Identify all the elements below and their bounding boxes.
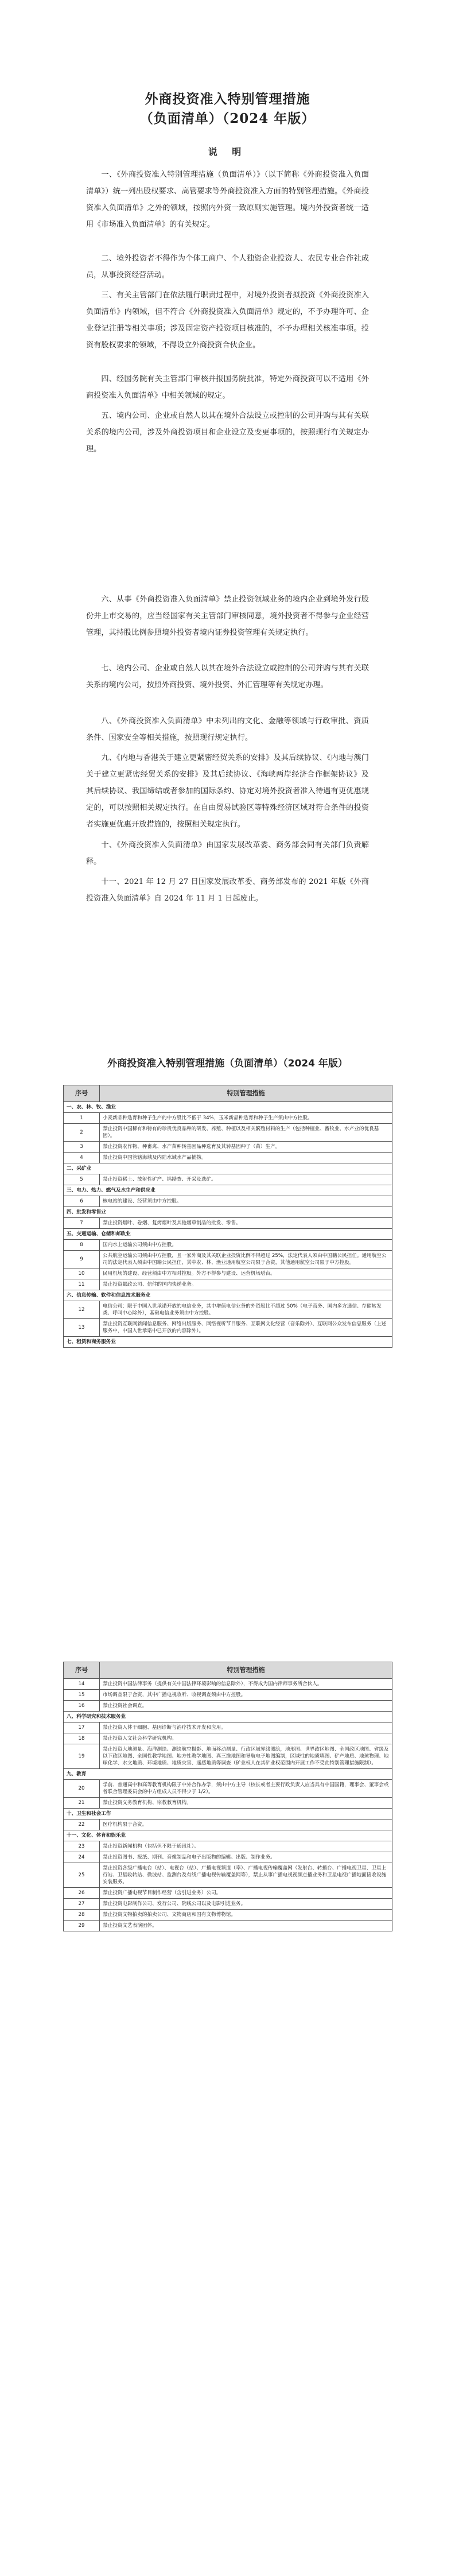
table-row — [64, 1910, 392, 1921]
measure-text: 禁止投资广播电视节目制作经营（含引进业务）公司。 — [100, 1888, 392, 1899]
document-title-line2: （负面清单）（2024 年版） — [139, 111, 316, 126]
measure-text: 电信公司：限于中国入世承诺开放的电信业务，其中增值电信业务的外资股比不超过 50%（电子商务、国内多方通信、存储转发类、呼叫中心除外），基础电信业务须由中方控股。 — [100, 1301, 392, 1319]
table-header-row — [64, 1085, 392, 1102]
header-measure: 特别管理措施 — [100, 1662, 392, 1679]
paragraph-6: 六、从事《外商投资准入负面清单》禁止投资领域业务的境内企业到境外发行股份并上市交易的，应当经国家有关主管部门审核同意，境外投资者不得参与企业经营管理，其持股比例参照境外投资者境内证券投资管理有关规定执行。 — [86, 595, 369, 637]
header-number: 序号 — [64, 1085, 100, 1102]
measure-text: 公共航空运输公司须由中方控股，且一家外商及其关联企业投资比例不得超过 25%，法定代表人须由中国籍公民担任。通用航空公司的法定代表人须由中国籍公民担任，其中农、林、渔业通用航空公司限于合资，其他通用航空公司限于中方控股。 — [100, 1251, 392, 1268]
measure-text: 禁止投资社会调查。 — [100, 1701, 392, 1712]
table-row — [64, 1142, 392, 1153]
row-number: 11 — [64, 1279, 100, 1290]
table-row — [64, 1841, 392, 1852]
row-number: 7 — [64, 1218, 100, 1229]
category-label: 五、交通运输、仓储和邮政业 — [64, 1229, 392, 1240]
measure-text: 禁止投资文物拍卖的拍卖公司、文物商店和国有文物博物馆。 — [100, 1910, 392, 1921]
table-row — [64, 1899, 392, 1910]
row-number: 14 — [64, 1679, 100, 1690]
table-row — [64, 1174, 392, 1185]
table-row — [64, 1852, 392, 1863]
paragraph-2: 二、境外投资者不得作为个体工商户、个人独资企业投资人、农民专业合作社成员，从事投资经营活动。 — [86, 254, 369, 280]
table-row — [64, 1268, 392, 1279]
row-number: 9 — [64, 1251, 100, 1268]
category-label: 六、信息传输、软件和信息技术服务业 — [64, 1290, 392, 1301]
measure-text: 禁止投资大地测量、海洋测绘、测绘航空摄影、地面移动测量、行政区域界线测绘，地形图、世界政区地图、全国政区地图、省级及以下政区地图、全国性教学地图、地方性教学地图、真三维地图和导航电子地图编制，区域性的地质填图、矿产地质、地球物理、地球化学、水文地质、环境地质、地质灾害、遥感地质等调查（矿业权人在其矿业权范围内开展工作不受此特别管理措施限制）。 — [100, 1744, 392, 1769]
row-number: 12 — [64, 1301, 100, 1319]
measure-text: 禁止投资互联网新闻信息服务、网络出版服务、网络视听节目服务、互联网文化经营（音乐除外）、互联网公众发布信息服务（上述服务中，中国入世承诺中已开放的内容除外）。 — [100, 1319, 392, 1337]
category-row — [64, 1769, 392, 1780]
measure-text: 禁止投资图书、报纸、期刊、音像制品和电子出版物的编辑、出版、制作业务。 — [100, 1852, 392, 1863]
table-row — [64, 1319, 392, 1337]
paragraph-3: 三、有关主管部门在依法履行职责过程中，对境外投资者拟投资《外商投资准入负面清单》内领域，但不符合《外商投资准入负面清单》规定的，不予办理许可、企业登记注册等相关事项；涉及固定资产投资项目核准的，不予办理相关核准事项。投资有股权要求的领域，不得设立外商投资合伙企业。 — [86, 291, 369, 350]
row-number: 20 — [64, 1780, 100, 1798]
category-label: 八、科学研究和技术服务业 — [64, 1712, 392, 1722]
category-row — [64, 1229, 392, 1240]
table-row — [64, 1124, 392, 1142]
row-number: 18 — [64, 1733, 100, 1744]
row-number: 29 — [64, 1921, 100, 1931]
table-row — [64, 1863, 392, 1888]
header-number: 序号 — [64, 1662, 100, 1679]
category-row — [64, 1102, 392, 1113]
measure-text: 小麦新品种选育和种子生产的中方股比不低于 34%，玉米新品种选育和种子生产须由中方控股。 — [100, 1113, 392, 1124]
measure-text: 禁止投资人体干细胞、基因诊断与治疗技术开发和应用。 — [100, 1722, 392, 1733]
paragraph-10: 十、《外商投资准入负面清单》由国家发展改革委、商务部会同有关部门负责解释。 — [86, 841, 369, 866]
row-number: 28 — [64, 1910, 100, 1921]
category-label: 二、采矿业 — [64, 1163, 392, 1174]
row-number: 10 — [64, 1268, 100, 1279]
category-label: 九、教育 — [64, 1769, 392, 1780]
table-row — [64, 1921, 392, 1931]
row-number: 17 — [64, 1722, 100, 1733]
row-number: 23 — [64, 1841, 100, 1852]
row-number: 19 — [64, 1744, 100, 1769]
measures-table-part1 — [63, 1085, 392, 1348]
measure-text: 禁止投资电影制作公司、发行公司、院线公司以及电影引进业务。 — [100, 1899, 392, 1910]
measure-text: 禁止投资烟叶、卷烟、复烤烟叶及其他烟草制品的批发、零售。 — [100, 1218, 392, 1229]
measure-text: 禁止投资各级广播电台（站）、电视台（站）、广播电视频道（率）、广播电视传输覆盖网（发射台、转播台、广播电视卫星、卫星上行站、卫星收转站、微波站、监测台及有线广播电视传输覆盖网等），禁止从事广播电视视频点播业务和卫星电视广播地面接收设施安装服务。 — [100, 1863, 392, 1888]
category-row — [64, 1809, 392, 1820]
row-number: 22 — [64, 1820, 100, 1830]
paragraph-8: 八、《外商投资准入负面清单》中未列出的文化、金融等领域与行政审批、资质条件、国家安全等相关措施，按照现行规定执行。 — [86, 717, 369, 742]
row-number: 5 — [64, 1174, 100, 1185]
table-row — [64, 1153, 392, 1163]
table-row — [64, 1301, 392, 1319]
paragraph-4: 四、经国务院有关主管部门审核并报国务院批准，特定外商投资可以不适用《外商投资准入负面清单》中相关领域的规定。 — [86, 375, 369, 400]
header-measure: 特别管理措施 — [100, 1085, 392, 1102]
paragraph-5: 五、境内公司、企业或自然人以其在境外合法设立或控制的公司并购与其有关联关系的境内公司，涉及外商投资项目和企业设立及变更事项的，按照现行有关规定办理。 — [86, 412, 369, 453]
category-label: 七、租赁和商务服务业 — [64, 1337, 392, 1348]
row-number: 3 — [64, 1142, 100, 1153]
row-number: 25 — [64, 1863, 100, 1888]
row-number: 15 — [64, 1690, 100, 1701]
row-number: 16 — [64, 1701, 100, 1712]
table-row — [64, 1251, 392, 1268]
measure-text: 禁止投资中国稀有和特有的珍贵优良品种的研发、养殖、种植以及相关繁殖材料的生产（包括种植业、畜牧业、水产业的优良基因）。 — [100, 1124, 392, 1142]
category-row — [64, 1337, 392, 1348]
measure-text: 禁止投资中国管辖海域及内陆水域水产品捕捞。 — [100, 1153, 392, 1163]
paragraph-11: 十一、2021 年 12 月 27 日国家发展改革委、商务部发布的 2021 年版《外商投资准入负面清单》自 2024 年 11 月 1 日起废止。 — [86, 878, 369, 903]
table-row — [64, 1744, 392, 1769]
row-number: 2 — [64, 1124, 100, 1142]
row-number: 26 — [64, 1888, 100, 1899]
measure-text: 国内水上运输公司须由中方控股。 — [100, 1240, 392, 1251]
table-row — [64, 1733, 392, 1744]
measure-text: 民用机场的建设、经营须由中方相对控股。外方不得参与建设、运营机场塔台。 — [100, 1268, 392, 1279]
table-row — [64, 1722, 392, 1733]
category-row — [64, 1207, 392, 1218]
table-row — [64, 1218, 392, 1229]
row-number: 6 — [64, 1196, 100, 1207]
row-number: 8 — [64, 1240, 100, 1251]
row-number: 24 — [64, 1852, 100, 1863]
measure-text: 学前、普通高中和高等教育机构限于中外合作办学，须由中方主导（校长或者主要行政负责人应当具有中国国籍，理事会、董事会或者联合管理委员会的中方组成人员不得少于 1/2）。 — [100, 1780, 392, 1798]
measure-text: 医疗机构限于合资。 — [100, 1820, 392, 1830]
row-number: 27 — [64, 1899, 100, 1910]
table-row — [64, 1780, 392, 1798]
table-row — [64, 1113, 392, 1124]
category-row — [64, 1185, 392, 1196]
paragraph-1: 一、《外商投资准入特别管理措施（负面清单）》（以下简称《外商投资准入负面清单》）统一列出股权要求、高管要求等外商投资准入方面的特别管理措施。《外商投资准入负面清单》之外的领域，按照内外资一致原则实施管理。境内外投资者统一适用《市场准入负面清单》的有关规定。 — [86, 170, 369, 229]
category-row — [64, 1290, 392, 1301]
paragraph-9: 九、《内地与香港关于建立更紧密经贸关系的安排》及其后续协议、《内地与澳门关于建立更紧密经贸关系的安排》及其后续协议、《海峡两岸经济合作框架协议》及其后续协议、我国缔结或者参加的国际条约、协定对境外投资者准入待遇有更优惠规定的，可以按照相关规定执行。在自由贸易试验区等特殊经济区域对符合条件的投资者实施更优惠开放措施的，按照相关规定执行。 — [86, 754, 369, 829]
table-row — [64, 1820, 392, 1830]
measure-text: 禁止投资新闻机构（包括但不限于通讯社）。 — [100, 1841, 392, 1852]
category-label: 十一、文化、体育和娱乐业 — [64, 1830, 392, 1841]
table-row — [64, 1888, 392, 1899]
measure-text: 禁止投资文艺表演团体。 — [100, 1921, 392, 1931]
table-row — [64, 1701, 392, 1712]
row-number: 4 — [64, 1153, 100, 1163]
table-row — [64, 1279, 392, 1290]
category-row — [64, 1163, 392, 1174]
row-number: 1 — [64, 1113, 100, 1124]
table-title: 外商投资准入特别管理措施（负面清单）（2024 年版） — [107, 1058, 348, 1069]
category-label: 四、批发和零售业 — [64, 1207, 392, 1218]
row-number: 13 — [64, 1319, 100, 1337]
category-row — [64, 1830, 392, 1841]
measure-text: 禁止投资中国法律事务（提供有关中国法律环境影响的信息除外），不得成为国内律师事务所合伙人。 — [100, 1679, 392, 1690]
table-row — [64, 1798, 392, 1809]
measure-text: 禁止投资义务教育机构、宗教教育机构。 — [100, 1798, 392, 1809]
document-subtitle: 说 明 — [208, 146, 247, 157]
measure-text: 禁止投资稀土、放射性矿产、钨勘查、开采及选矿。 — [100, 1174, 392, 1185]
category-label: 三、电力、热力、燃气及水生产和供应业 — [64, 1185, 392, 1196]
table-row — [64, 1690, 392, 1701]
category-row — [64, 1712, 392, 1722]
measure-text: 核电站的建设、经营须由中方控股。 — [100, 1196, 392, 1207]
table-row — [64, 1196, 392, 1207]
measure-text: 市场调查限于合资，其中广播电视收听、收视调查须由中方控股。 — [100, 1690, 392, 1701]
paragraph-7: 七、境内公司、企业或自然人以其在境外合法设立或控制的公司并购与其有关联关系的境内公司，按照外商投资、境外投资、外汇管理等有关规定办理。 — [86, 664, 369, 689]
measure-text: 禁止投资邮政公司、信件的国内快递业务。 — [100, 1279, 392, 1290]
category-label: 一、农、林、牧、渔业 — [64, 1102, 392, 1113]
table-header-row — [64, 1662, 392, 1679]
measures-table-part2 — [63, 1662, 392, 1931]
row-number: 21 — [64, 1798, 100, 1809]
category-label: 十、卫生和社会工作 — [64, 1809, 392, 1820]
document-title-line1: 外商投资准入特别管理措施 — [145, 91, 310, 107]
measure-text: 禁止投资农作物、种畜禽、水产苗种转基因品种选育及其转基因种子（苗）生产。 — [100, 1142, 392, 1153]
table-row — [64, 1679, 392, 1690]
table-row — [64, 1240, 392, 1251]
measure-text: 禁止投资人文社会科学研究机构。 — [100, 1733, 392, 1744]
